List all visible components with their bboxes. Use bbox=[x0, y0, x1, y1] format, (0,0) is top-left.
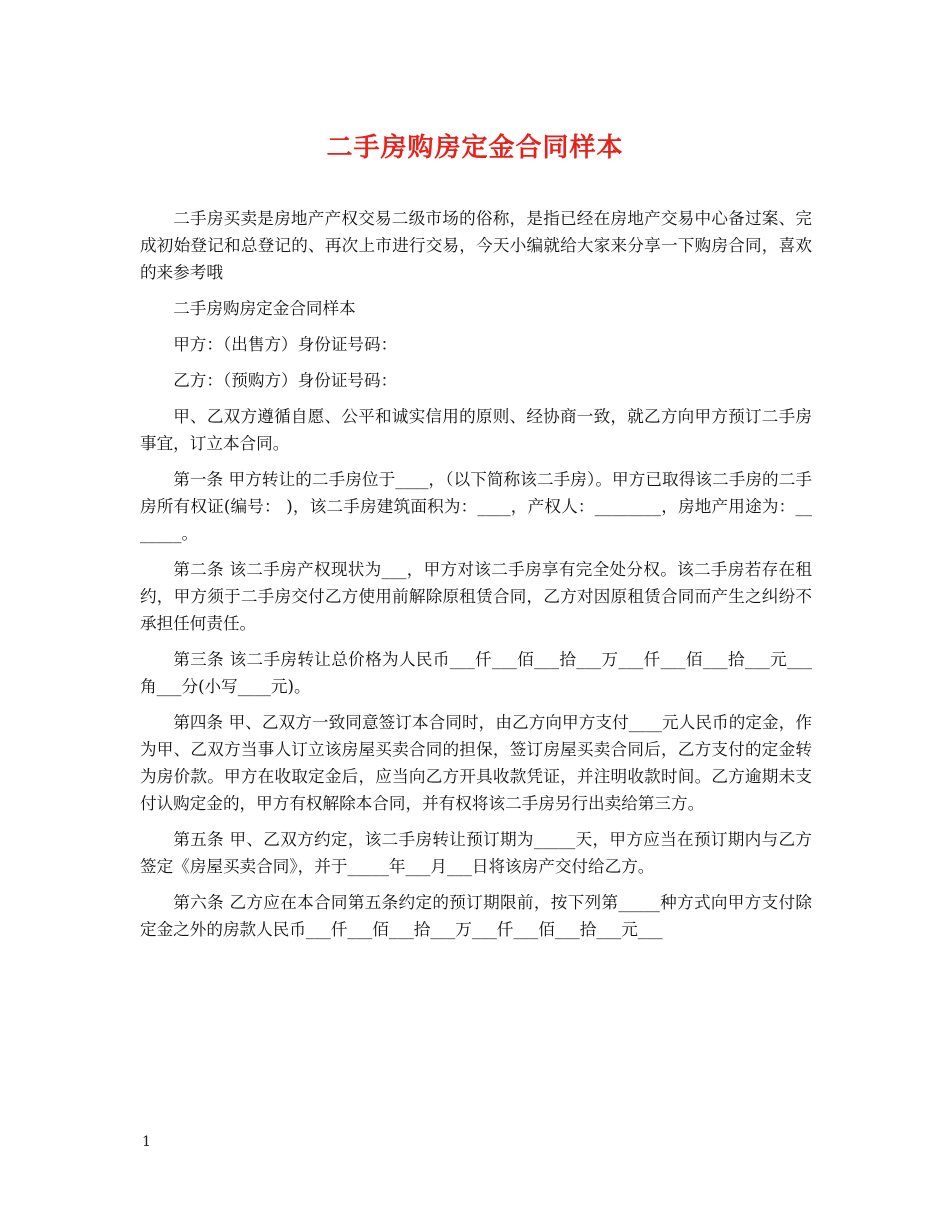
preamble-paragraph: 甲、乙双方遵循自愿、公平和诚实信用的原则、经协商一致，就乙方向甲方预订二手房事宜，订立本合同。 bbox=[140, 407, 812, 453]
document-title: 二手房购房定金合同样本 bbox=[326, 133, 624, 163]
party-b-line: 乙方：（预购方）身份证号码： bbox=[173, 371, 398, 390]
page-number: 1 bbox=[142, 1134, 151, 1150]
article-3: 第三条 该二手房转让总价格为人民币___仟___佰___拾___万___仟___佰___拾___元___角___分(小写____元)。 bbox=[140, 650, 812, 696]
party-a-line: 甲方：（出售方）身份证号码： bbox=[173, 335, 398, 354]
article-1: 第一条 甲方转让的二手房位于____，（以下简称该二手房）。甲方已取得该二手房的二手房所有权证(编号： )，该二手房建筑面积为：____，产权人：________，房地产用途为：_______。 bbox=[140, 470, 812, 543]
document-body bbox=[140, 205, 812, 952]
article-4: 第四条 甲、乙双方一致同意签订本合同时，由乙方向甲方支付____元人民币的定金，作为甲、乙双方当事人订立该房屋买卖合同的担保，签订房屋买卖合同后，乙方支付的定金转为房价款。甲方在收取定金后，应当向乙方开具收款凭证，并注明收款时间。乙方逾期未支付认购定金的，甲方有权解除本合同，并有权将该二手房另行出卖给第三方。 bbox=[140, 713, 812, 813]
article-6: 第六条 乙方应在本合同第五条约定的预订期限前，按下列第_____种方式向甲方支付除定金之外的房款人民币___仟___佰___拾___万___仟___佰___拾___元___ bbox=[140, 893, 812, 939]
contract-heading: 二手房购房定金合同样本 bbox=[173, 299, 356, 318]
article-5: 第五条 甲、乙双方约定，该二手房转让预订期为_____天，甲方应当在预订期内与乙方签定《房屋买卖合同》，并于_____年___月___日将该房产交付给乙方。 bbox=[140, 830, 812, 876]
article-2: 第二条 该二手房产权现状为___，甲方对该二手房享有完全处分权。该二手房若存在租约，甲方须于二手房交付乙方使用前解除原租赁合同，乙方对因原租赁合同而产生之纠纷不承担任何责任。 bbox=[140, 560, 812, 633]
intro-paragraph: 二手房买卖是房地产产权交易二级市场的俗称，是指已经在房地产交易中心备过案、完成初始登记和总登记的、再次上市进行交易，今天小编就给大家来分享一下购房合同，喜欢的来参考哦 bbox=[140, 209, 812, 282]
